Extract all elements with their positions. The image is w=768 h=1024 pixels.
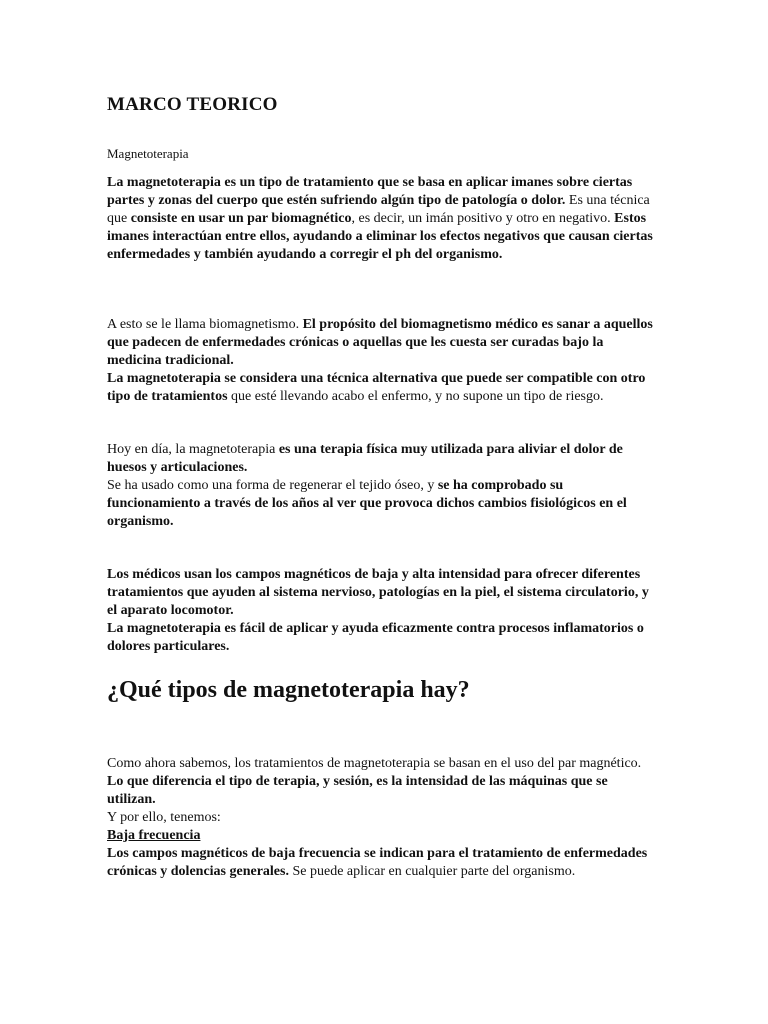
text: Hoy en día, la magnetoterapia xyxy=(107,442,279,457)
bold-text: La magnetoterapia es fácil de aplicar y ayuda eficazmente contra procesos inflamatorios o dolores particulares. xyxy=(107,621,644,654)
text: Y por ello, tenemos: xyxy=(107,810,221,825)
text: Como ahora sabemos, los tratamientos de magnetoterapia se basan en el uso del par magnético. xyxy=(107,756,642,771)
paragraph-definition xyxy=(107,174,659,264)
text: Se puede aplicar en cualquier parte del organismo. xyxy=(288,864,576,879)
bold-text: se ha comprobado su funcionamiento a través de los años al ver que provoca dichos cambios fisiológicos en el organismo. xyxy=(107,478,627,529)
paragraph-biomagnetismo xyxy=(107,316,659,406)
paragraph-medicos xyxy=(107,566,659,656)
document-title: MARCO TEORICO xyxy=(107,94,278,115)
bold-text: Los campos magnéticos de baja frecuencia se indican para el tratamiento de enfermedades crónicas y dolencias generales. xyxy=(107,846,648,879)
text: , es decir, un imán positivo y otro en negativo. xyxy=(351,211,615,226)
paragraph-tipos xyxy=(107,755,659,881)
text: A esto se le llama biomagnetismo. xyxy=(107,317,303,332)
section-heading: ¿Qué tipos de magnetoterapia hay? xyxy=(107,677,470,703)
subheading-baja-frecuencia xyxy=(107,828,200,843)
text: que esté llevando acabo el enfermo, y no supone un tipo de riesgo. xyxy=(227,389,604,404)
text: Se ha usado como una forma de regenerar el tejido óseo, y xyxy=(107,478,438,493)
section-subtitle: Magnetoterapia xyxy=(107,146,189,161)
paragraph-terapia-fisica xyxy=(107,441,659,531)
bold-text: El propósito del biomagnetismo médico es sanar a aquellos que padecen de enfermedades crónicas o aquellas que les cuesta ser curadas bajo la medicina tradicional. xyxy=(107,317,653,368)
underlined-text: Baja frecuencia xyxy=(107,828,201,843)
bold-text: Lo que diferencia el tipo de terapia, y sesión, es la intensidad de las máquinas que se utilizan. xyxy=(107,774,608,807)
text: Es una técnica que xyxy=(107,193,650,226)
bold-text: Los médicos usan los campos magnéticos de baja y alta intensidad para ofrecer diferentes tratamientos que ayuden al sistema nervioso, patologías en la piel, el sistema circulatorio, y el aparato locomotor. xyxy=(107,567,649,618)
bold-text: consiste en usar un par biomagnético xyxy=(130,211,352,226)
bold-text: La magnetoterapia es un tipo de tratamiento que se basa en aplicar imanes sobre ciertas partes y zonas del cuerpo que estén sufriendo algún tipo de patología o dolor. xyxy=(107,175,633,208)
bold-text: es una terapia física muy utilizada para aliviar el dolor de huesos y articulaciones. xyxy=(107,442,623,475)
bold-text: Estos imanes interactúan entre ellos, ayudando a eliminar los efectos negativos que causan ciertas enfermedades y también ayudando a corregir el ph del organismo. xyxy=(107,211,653,262)
bold-text: La magnetoterapia se considera una técnica alternativa que puede ser compatible con otro tipo de tratamientos xyxy=(107,371,646,404)
